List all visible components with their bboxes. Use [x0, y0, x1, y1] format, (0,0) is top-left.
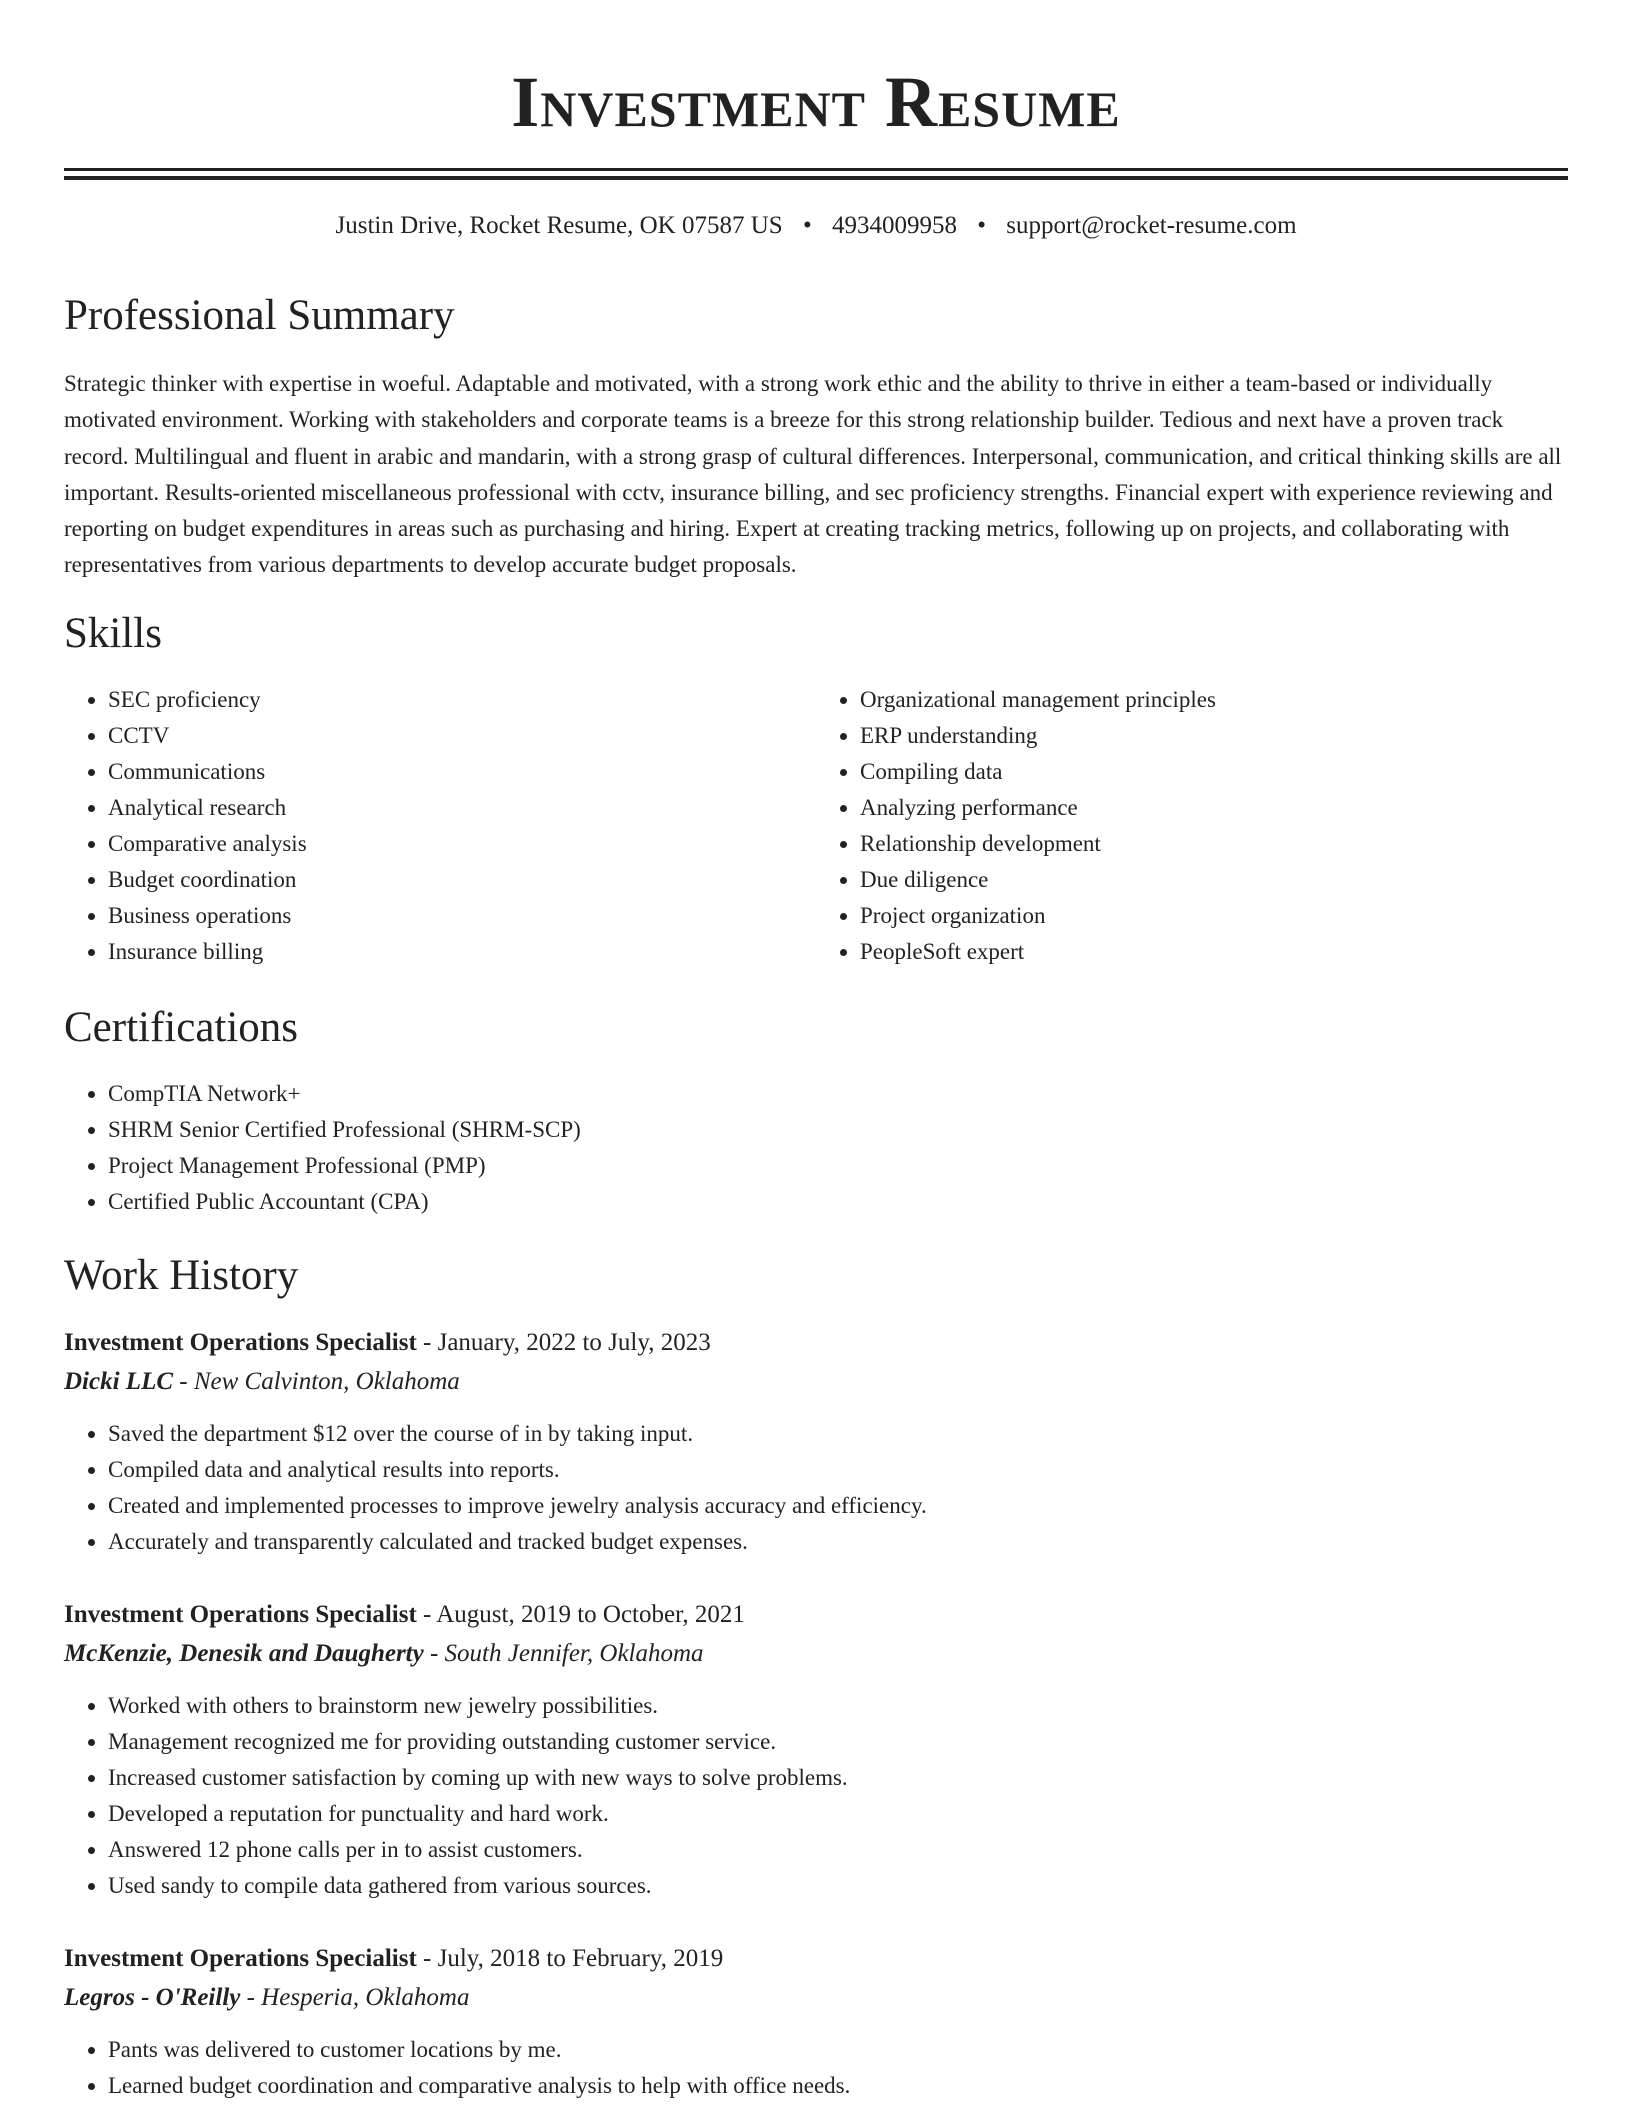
- skill-item: • Compiling data: [860, 754, 1568, 790]
- skill-item: • Relationship development: [860, 826, 1568, 862]
- job-company-line: [64, 1978, 1568, 2018]
- skills-heading: Skills: [64, 609, 162, 657]
- skill-item: • ERP understanding: [860, 718, 1568, 754]
- job-bullet: • Accurately and transparently calculated and tracked budget expenses.: [108, 1524, 1568, 1560]
- job-company-line: [64, 1634, 1568, 1674]
- job-entry: [64, 1596, 1568, 1904]
- skill-item: • SEC proficiency: [108, 682, 816, 718]
- job-header: [64, 1940, 1568, 1978]
- contact-phone: 4934009958: [831, 212, 957, 239]
- summary-heading: Professional Summary: [64, 292, 455, 339]
- certification-item: • Certified Public Accountant (CPA): [108, 1184, 1568, 1220]
- job-company: Legros - O'Reilly: [64, 1983, 241, 2011]
- job-location: - Hesperia, Oklahoma: [240, 1983, 470, 2011]
- skill-item: • Due diligence: [860, 862, 1568, 898]
- job-location: - New Calvinton, Oklahoma: [173, 1367, 460, 1395]
- skills-list-right: [816, 682, 1568, 970]
- summary-text: Strategic thinker with expertise in woeful. Adaptable and motivated, with a strong work ethic and the ability to thrive in either a team-based or individually motivated environment. Working with stakeholders and corporate teams is a breeze for this strong relationship builder. Tedious and next have a proven track record. Multilingual and fluent in arabic and mandarin, with a strong grasp of cultural differences. Interpersonal, communication, and critical thinking skills are all important. Results-oriented miscellaneous professional with cctv, insurance billing, and sec proficiency strengths. Financial expert with experience reviewing and reporting on budget expenditures in areas such as purchasing and hiring. Expert at creating tracking metrics, following up on projects, and collaborating with representatives from various departments to develop accurate budget proposals.: [64, 371, 1562, 578]
- job-entry: [64, 1940, 1568, 2104]
- contact-separator: •: [802, 212, 812, 239]
- skill-item: • Analyzing performance: [860, 790, 1568, 826]
- job-header: [64, 1596, 1568, 1634]
- skills-list-left: [64, 682, 816, 970]
- contact-address: Justin Drive, Rocket Resume, OK 07587 US: [335, 212, 783, 239]
- job-bullet: • Learned budget coordination and comparative analysis to help with office needs.: [108, 2068, 1568, 2104]
- job-bullets: [64, 1416, 1568, 1560]
- job-dates: - January, 2022 to July, 2023: [416, 1328, 711, 1356]
- skill-item: • PeopleSoft expert: [860, 934, 1568, 970]
- certifications-heading: Certifications: [64, 1003, 299, 1051]
- certification-item: • SHRM Senior Certified Professional (SHRM-SCP): [108, 1112, 1568, 1148]
- work-history-heading: Work History: [64, 1251, 299, 1299]
- contact-email: support@rocket-resume.com: [1006, 212, 1297, 239]
- job-company: Dicki LLC: [64, 1367, 174, 1395]
- skills-grid: [64, 682, 1568, 970]
- job-dates: - August, 2019 to October, 2021: [416, 1600, 745, 1628]
- contact-line: [64, 206, 1568, 246]
- job-bullet: • Compiled data and analytical results into reports.: [108, 1452, 1568, 1488]
- skill-item: • Organizational management principles: [860, 682, 1568, 718]
- certification-item: • Project Management Professional (PMP): [108, 1148, 1568, 1184]
- job-bullets: [64, 2032, 1568, 2104]
- job-role: Investment Operations Specialist: [64, 1328, 417, 1356]
- job-bullet: • Management recognized me for providing outstanding customer service.: [108, 1724, 1568, 1760]
- skill-item: • Insurance billing: [108, 934, 816, 970]
- job-bullet: • Increased customer satisfaction by coming up with new ways to solve problems.: [108, 1760, 1568, 1796]
- job-location: - South Jennifer, Oklahoma: [423, 1639, 704, 1667]
- resume-page: [64, 0, 1568, 2104]
- job-bullets: [64, 1688, 1568, 1904]
- skill-item: • CCTV: [108, 718, 816, 754]
- certification-item: • CompTIA Network+: [108, 1076, 1568, 1112]
- skill-item: • Budget coordination: [108, 862, 816, 898]
- job-entry: [64, 1324, 1568, 1560]
- skill-item: • Business operations: [108, 898, 816, 934]
- certifications-list: [64, 1076, 1568, 1220]
- skill-item: • Project organization: [860, 898, 1568, 934]
- job-company-line: [64, 1362, 1568, 1402]
- contact-separator: •: [977, 212, 986, 239]
- skill-item: • Analytical research: [108, 790, 816, 826]
- job-bullet: • Created and implemented processes to improve jewelry analysis accuracy and efficiency.: [108, 1488, 1568, 1524]
- job-bullet: • Pants was delivered to customer locations by me.: [108, 2032, 1568, 2068]
- resume-title: Investment Resume: [511, 62, 1121, 142]
- job-bullet: • Used sandy to compile data gathered from various sources.: [108, 1868, 1568, 1904]
- job-bullet: • Answered 12 phone calls per in to assist customers.: [108, 1832, 1568, 1868]
- job-bullet: • Worked with others to brainstorm new jewelry possibilities.: [108, 1688, 1568, 1724]
- job-bullet: • Saved the department $12 over the course of in by taking input.: [108, 1416, 1568, 1452]
- skill-item: • Comparative analysis: [108, 826, 816, 862]
- job-dates: - July, 2018 to February, 2019: [416, 1944, 724, 1972]
- title-divider: [64, 168, 1568, 180]
- job-role: Investment Operations Specialist: [64, 1600, 417, 1628]
- job-header: [64, 1324, 1568, 1362]
- skill-item: • Communications: [108, 754, 816, 790]
- job-company: McKenzie, Denesik and Daugherty: [64, 1639, 424, 1667]
- job-role: Investment Operations Specialist: [64, 1944, 417, 1972]
- job-bullet: • Developed a reputation for punctuality and hard work.: [108, 1796, 1568, 1832]
